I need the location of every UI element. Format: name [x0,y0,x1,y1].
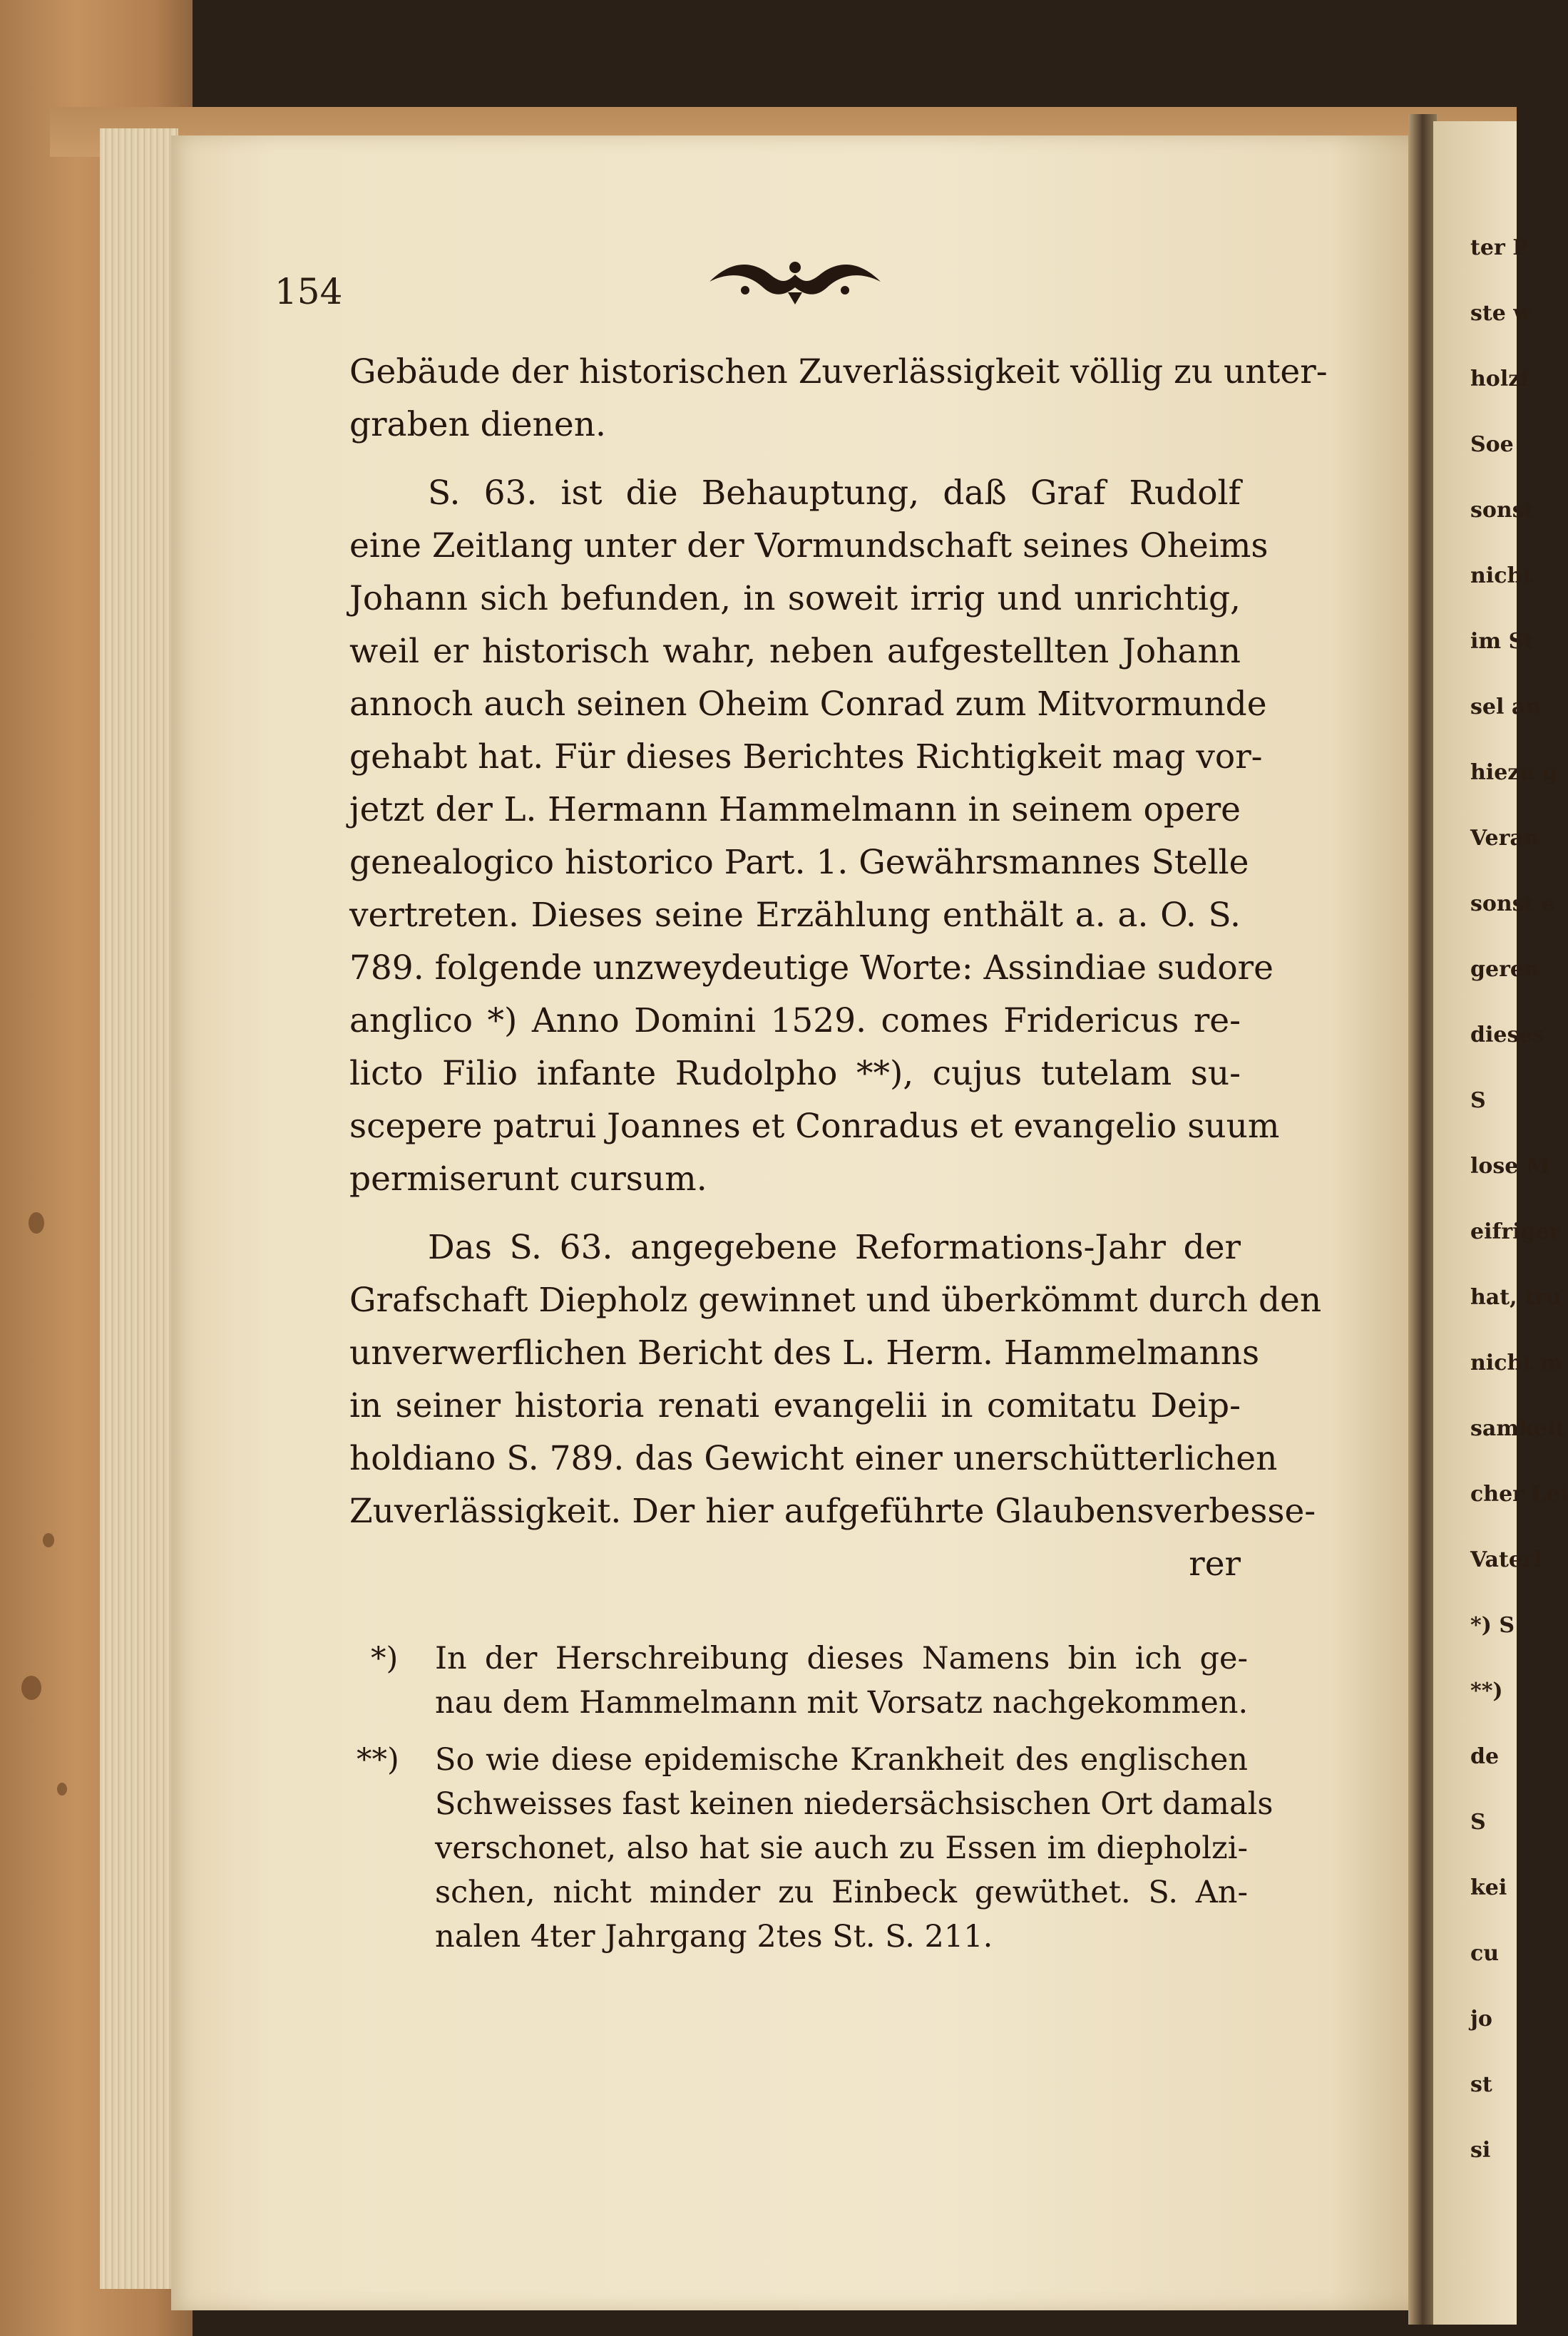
stain [21,1676,41,1700]
facing-page-fragment [1433,121,1568,2325]
facing-page-text-fragment: dieses [1470,1023,1545,1047]
catchword: rer [1189,1544,1241,1584]
main-text [349,346,1328,1591]
footnote-line: nalen 4ter Jahrgang 2tes St. S. 211. [435,1919,993,1955]
facing-page-text-fragment: si [1470,2138,1491,2163]
paragraph [349,1221,1322,1538]
facing-page-text-fragment: Veran [1470,826,1539,851]
facing-page-text-fragment: S [1470,1810,1486,1835]
text-line: scepere patrui Joannes et Conradus et evangelio suum [349,1107,1280,1146]
facing-page-text-fragment: sonst [1470,498,1534,523]
facing-page-text-fragment: *) S [1470,1613,1515,1638]
text-line: genealogico historico Part. 1. Gewährsmannes Stelle [349,843,1249,882]
facing-page-text-fragment: hat, tru [1470,1285,1562,1310]
book-gutter [1408,114,1437,2325]
facing-page-text-fragment: samkeit [1470,1416,1566,1441]
footnotes [357,1636,1274,1972]
text-line: in seiner historia renati evangelii in comitatu Deip- [349,1386,1241,1425]
facing-page-text-fragment: im St [1470,629,1534,654]
text-line: eine Zeitlang unter der Vormundschaft seines Oheims [349,526,1269,565]
facing-page-text-fragment: cu [1470,1941,1500,1966]
text-line: permiserunt cursum. [349,1159,707,1199]
text-line: unverwerflichen Bericht des L. Herm. Hammelmanns [349,1333,1260,1373]
facing-page-text-fragment: eifriger [1470,1219,1561,1244]
text-line: graben dienen. [349,405,606,444]
text-line: gehabt hat. Für dieses Berichtes Richtigkeit mag vor- [349,737,1263,777]
footnote-line: verschonet, also hat sie auch zu Essen im diepholzi- [435,1830,1248,1866]
paragraph [349,467,1280,1206]
facing-page-text-fragment: nicht [1470,563,1533,588]
footnote [371,1636,1248,1725]
footnote-line: Schweisses fast keinen niedersächsischen Ort damals [435,1786,1274,1822]
facing-page-text-fragment: kei [1470,1875,1507,1900]
facing-page-text-fragment: nicht m [1470,1351,1563,1376]
footnote-mark: **) [357,1742,399,1778]
text-line: vertreten. Dieses seine Erzählung enthält a. a. O. S. [349,896,1241,935]
text-line: S. 63. ist die Behauptung, daß Graf Rudolf [428,473,1241,513]
facing-page-text-fragment: Soe [1470,432,1514,457]
facing-page-text-fragment: holzi [1470,367,1529,391]
text-line: annoch auch seinen Oheim Conrad zum Mitvormunde [349,685,1267,724]
facing-page-text-fragment: Vaterl [1470,1547,1542,1572]
stain [57,1783,67,1795]
text-line: Gebäude der historischen Zuverlässigkeit völlig zu unter- [349,352,1328,391]
stain [43,1533,54,1547]
text-line: jetzt der L. Hermann Hammelmann in seinem opere [349,790,1241,829]
footnote-mark: *) [371,1641,399,1676]
footnote-line: nau dem Hammelmann mit Vorsatz nachgekommen. [435,1685,1249,1721]
facing-page-text-fragment: cher Lei [1470,1482,1568,1507]
fleuron-ornament-icon [702,253,888,310]
text-line: Johann sich befunden, in soweit irrig und unrichtig, [349,579,1241,618]
text-line: licto Filio infante Rudolpho **), cujus tutelam su- [349,1054,1241,1093]
facing-page-text-fragment: hiezu g [1470,760,1558,785]
footnote [357,1738,1274,1959]
text-line: holdiano S. 789. das Gewicht einer unerschütterlichen [349,1439,1278,1478]
footnote-line: schen, nicht minder zu Einbeck gewüthet. S. An- [435,1875,1248,1910]
facing-page-text-fragment: S [1470,1088,1486,1113]
page-number: 154 [275,271,343,312]
footnote-line: In der Herschreibung dieses Namens bin ich ge- [435,1641,1248,1676]
text-line: anglico *) Anno Domini 1529. comes Fridericus re- [349,1001,1241,1040]
facing-page-text-fragment: st [1470,2072,1492,2097]
footnote-line: So wie diese epidemische Krankheit des englischen [435,1742,1248,1778]
text-line: Grafschaft Diepholz gewinnet und überkömmt durch den [349,1281,1322,1320]
page-edges [100,128,178,2289]
text-line: Zuverlässigkeit. Der hier aufgeführte Glaubensverbesse- [349,1492,1316,1531]
text-line: weil er historisch wahr, neben aufgestellten Johann [349,632,1241,671]
facing-page-text-fragment: sel an [1470,695,1542,719]
stain [29,1212,44,1234]
facing-page-text-fragment: geren [1470,957,1539,982]
facing-page-text-fragment: ter P [1470,235,1529,260]
facing-page-text-fragment: jo [1470,2007,1492,2032]
facing-page-text-fragment: sonst e [1470,891,1555,916]
text-line: 789. folgende unzweydeutige Worte: Assindiae sudore [349,948,1274,988]
paragraph [349,346,1328,451]
facing-page-text-fragment: ste w [1470,301,1532,326]
facing-page-text-fragment: de [1470,1744,1500,1769]
text-line: Das S. 63. angegebene Reformations-Jahr der [428,1228,1241,1267]
facing-page-text-fragment: **) [1470,1679,1503,1704]
facing-page-text-fragment: lose M [1470,1154,1550,1179]
